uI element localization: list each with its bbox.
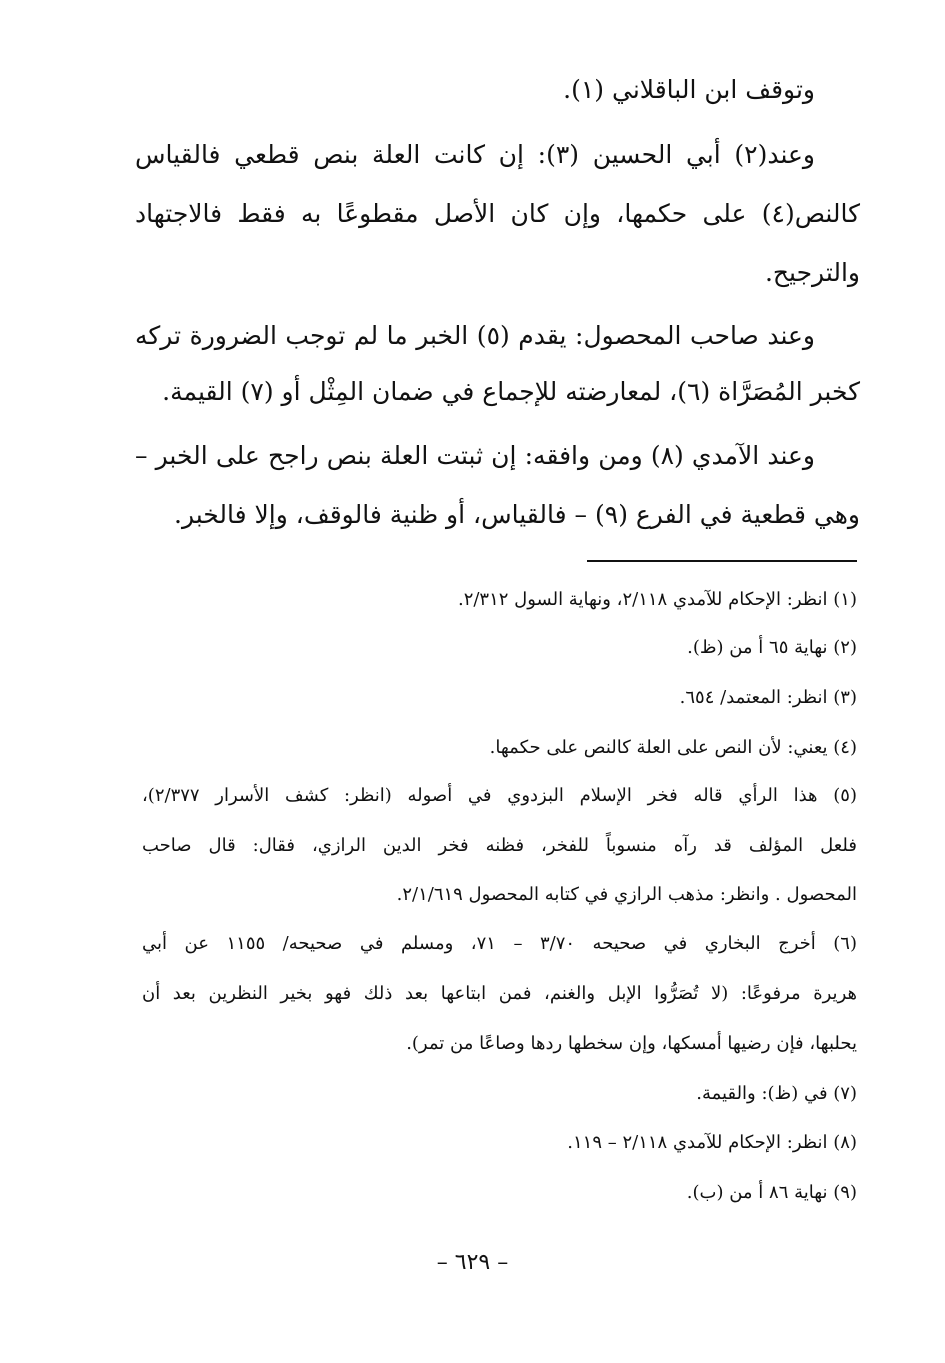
paragraph-3-line-2: كخبر المُصَرَّاة (٦)، لمعارضته للإجماع في ضمان المِثْل أو (٧) القيمة. [162,377,860,406]
footnote-6-line-1: (٦) أخرج البخاري في صحيحه ٣/٧٠ – ٧١، ومسلم في صحيحه/ ١١٥٥ عن أبي [142,933,857,954]
paragraph-2-line-3: والترجيح. [764,258,860,287]
footnote-1: (١) انظر: الإحكام للآمدي ٢/١١٨، ونهاية السول ٢/٣١٢. [457,589,857,610]
footnote-6-line-2: هريرة مرفوعًا: (لا تُصَرُّوا الإبل والغنم، فمن ابتاعها بعد ذلك فهو بخير النظرين بعد أن [142,983,857,1004]
footnote-9: (٩) نهاية ٨٦ أ من (ب). [686,1182,857,1203]
paragraph-2-line-2: كالنص(٤) على حكمها، وإن كان الأصل مقطوعًا به فقط فالاجتهاد [135,199,860,228]
paragraph-3-line-1: وعند صاحب المحصول: يقدم (٥) الخبر ما لم توجب الضرورة تركه [135,321,815,350]
footnote-6-line-3: يحلبها، فإن رضيها أمسكها، وإن سخطها ردها وصاعًا من تمر). [406,1033,857,1054]
paragraph-4-line-2: وهي قطعية في الفرع (٩) – فالقياس، أو ظنية فالوقف، وإلا فالخبر. [174,500,860,529]
footnote-2: (٢) نهاية ٦٥ أ من (ظ). [687,637,857,658]
footnote-7: (٧) في (ظ): والقيمة. [696,1083,857,1104]
footnote-5-line-1: (٥) هذا الرأي قاله فخر الإسلام البزدوي في أصوله (انظر: كشف الأسرار ٢/٣٧٧)، [142,785,857,806]
footnote-4: (٤) يعني: لأن النص على العلة كالنص على حكمها. [489,737,857,758]
paragraph-4-line-1: وعند الآمدي (٨) ومن وافقه: إن ثبتت العلة بنص راجح على الخبر – [135,441,816,470]
footnote-3: (٣) انظر: المعتمد/ ٦٥٤. [679,687,857,708]
footnote-separator [587,560,857,562]
paragraph-2-line-1: وعند(٢) أبي الحسين (٣): إن كانت العلة بنص قطعي فالقياس [135,140,815,169]
page-number: – ٦٢٩ – [436,1250,509,1275]
footnote-5-line-2: فلعل المؤلف قد رآه منسوباً للفخر، فظنه فخر الدين الرازي، فقال: قال صاحب [142,835,857,856]
footnote-5-line-3: المحصول . وانظر: مذهب الرازي في كتابه المحصول ٢/١/٦١٩. [396,884,857,905]
footnote-8: (٨) انظر: الإحكام للآمدي ٢/١١٨ – ١١٩. [567,1132,857,1153]
paragraph-1-line-1: وتوقف ابن الباقلاني (١). [563,75,815,104]
